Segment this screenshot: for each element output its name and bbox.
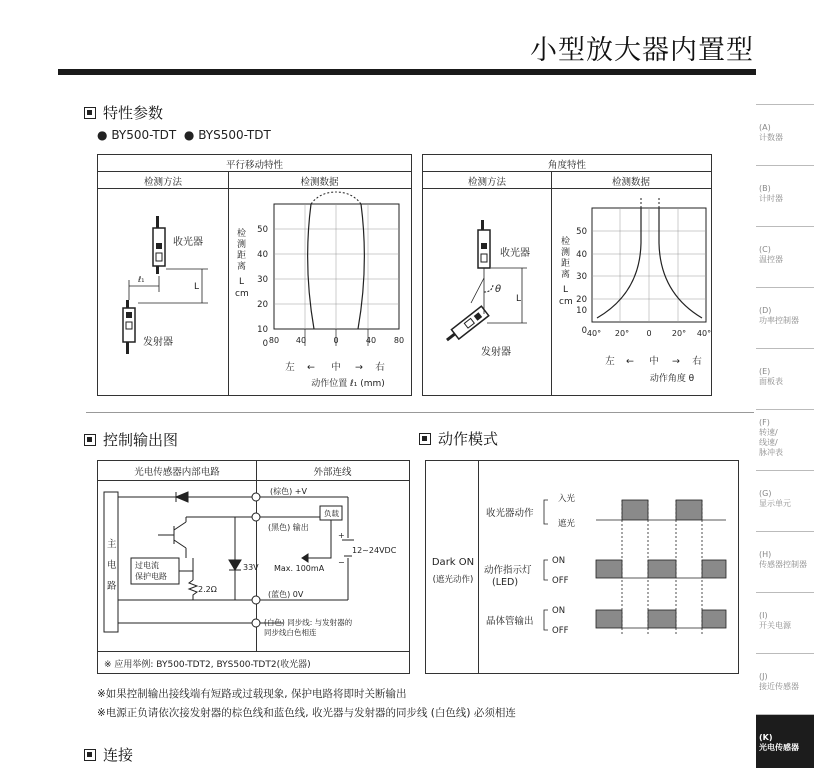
col-data: 检测数据 bbox=[300, 177, 339, 188]
dir-right: 右 bbox=[692, 356, 702, 367]
side-item-tachometer[interactable] bbox=[756, 409, 814, 470]
section-connection bbox=[84, 744, 133, 765]
side-item-counter[interactable] bbox=[756, 104, 814, 165]
ylabel-char: 测 bbox=[237, 240, 247, 250]
side-name: 传感器控制器 bbox=[759, 560, 807, 569]
circuit-diagram bbox=[98, 480, 409, 650]
circuit-example: ※ 应用举例: BY500-TDT2, BYS500-TDT2(收光器) bbox=[104, 660, 311, 670]
side-code: (E) bbox=[759, 367, 771, 376]
ylabel-char: 距 bbox=[237, 251, 247, 261]
square-bullet-icon bbox=[84, 107, 96, 119]
side-item-temp[interactable] bbox=[756, 226, 814, 287]
mode-label: Dark ON bbox=[431, 557, 475, 568]
L-label: L bbox=[194, 282, 200, 292]
ytick: 10 bbox=[576, 306, 587, 316]
hi-label: ON bbox=[552, 606, 566, 616]
ytick: 20 bbox=[257, 300, 268, 310]
square-bullet-icon bbox=[419, 433, 431, 445]
ylabel-char: 检 bbox=[561, 237, 571, 247]
white-wire-label-1: (白色) 同步线: 与发射器的 bbox=[264, 618, 353, 627]
side-name: 面板表 bbox=[759, 377, 783, 386]
section-title: 动作模式 bbox=[438, 430, 499, 448]
angle-title: 角度特性 bbox=[547, 160, 586, 171]
theta-label: θ bbox=[495, 284, 502, 295]
main-circuit-char: 路 bbox=[107, 581, 117, 592]
xtick: 0 bbox=[333, 336, 339, 345]
col-method: 检测方法 bbox=[467, 177, 506, 188]
dir-left: 左 bbox=[605, 356, 615, 367]
xtick: 40 bbox=[365, 336, 377, 345]
ylabel-unit: cm bbox=[559, 297, 573, 307]
ylabel-char: 离 bbox=[237, 262, 247, 272]
emitter-sensor bbox=[444, 306, 489, 345]
ytick: 50 bbox=[576, 227, 587, 237]
square-bullet-icon bbox=[84, 749, 96, 761]
lo-label: OFF bbox=[552, 626, 569, 636]
side-code: (G) bbox=[759, 489, 772, 498]
receiver-label: 收光器 bbox=[173, 237, 203, 248]
hi-label: ON bbox=[552, 556, 566, 566]
lo-label: 遮光 bbox=[558, 519, 576, 529]
side-name: 功率控制器 bbox=[759, 316, 799, 325]
zener-label: 33V bbox=[243, 563, 259, 572]
ylabel-char: 测 bbox=[561, 248, 571, 258]
side-code: (C) bbox=[759, 245, 771, 254]
side-item-photoelectric[interactable] bbox=[756, 714, 814, 768]
lo-label: OFF bbox=[552, 576, 569, 586]
emitter-label: 发射器 bbox=[143, 337, 173, 348]
parallel-title: 平行移动特性 bbox=[225, 160, 283, 171]
ylabel-char: L bbox=[563, 285, 569, 295]
blue-wire-label: (蓝色) 0V bbox=[268, 590, 304, 599]
col-method: 检测方法 bbox=[143, 177, 182, 188]
arrow-left-icon: ← bbox=[307, 362, 315, 373]
arrow-left-icon: ← bbox=[626, 356, 634, 367]
minus-label: − bbox=[338, 558, 345, 567]
side-code: (A) bbox=[759, 123, 771, 132]
xtick: 20° bbox=[671, 329, 687, 338]
side-name: 计时器 bbox=[759, 194, 783, 203]
side-name: 接近传感器 bbox=[759, 682, 799, 691]
ylabel-char: 距 bbox=[561, 259, 571, 269]
side-item-power-supply[interactable] bbox=[756, 592, 814, 653]
L-label: L bbox=[516, 294, 522, 304]
side-code: (F) bbox=[759, 418, 770, 427]
side-code: (K) bbox=[759, 733, 773, 742]
side-item-power[interactable] bbox=[756, 287, 814, 348]
side-name: 开关电源 bbox=[759, 621, 791, 630]
model-list bbox=[97, 128, 271, 142]
section-characteristics bbox=[84, 102, 163, 123]
side-code: (B) bbox=[759, 184, 771, 193]
angle-chart bbox=[552, 188, 712, 393]
ytick: 40 bbox=[576, 250, 587, 260]
side-name: 显示单元 bbox=[759, 499, 791, 508]
section-title: 特性参数 bbox=[103, 104, 164, 122]
ytick: 30 bbox=[257, 275, 268, 285]
row-divider bbox=[98, 171, 411, 172]
angle-method-diagram bbox=[423, 188, 551, 393]
dir-right: 右 bbox=[375, 362, 385, 373]
load-label: 负载 bbox=[324, 509, 339, 518]
white-wire-label-2: 同步线白色相连 bbox=[264, 628, 317, 637]
hi-label: 入光 bbox=[558, 494, 576, 504]
parallel-xlabel: 动作位置 ℓ₁ (mm) bbox=[311, 379, 385, 389]
arrow-right-icon: → bbox=[355, 362, 363, 373]
ytick: 0 bbox=[581, 326, 587, 336]
col-internal: 光电传感器内部电路 bbox=[134, 467, 220, 478]
black-wire-label: (黑色) 输出 bbox=[268, 523, 309, 532]
emitter-sensor bbox=[123, 300, 135, 354]
ylabel-char: 离 bbox=[561, 270, 571, 280]
ytick: 0 bbox=[262, 339, 268, 349]
mode-sub-label: (遮光动作) bbox=[432, 575, 474, 585]
main-circuit-char: 主 bbox=[107, 539, 117, 550]
side-code: (H) bbox=[759, 550, 772, 559]
side-name: 转速/ 线速/ 脉冲表 bbox=[759, 428, 783, 457]
xtick: 80 bbox=[268, 336, 280, 345]
side-item-panel-meter[interactable] bbox=[756, 348, 814, 409]
ylabel-unit: cm bbox=[235, 289, 249, 299]
timing-diagram bbox=[478, 480, 738, 660]
side-item-sensor-controller[interactable] bbox=[756, 531, 814, 592]
section-title: 连接 bbox=[103, 746, 134, 764]
xtick: 20° bbox=[614, 329, 630, 338]
side-name: 计数器 bbox=[759, 133, 783, 142]
arrow-right-icon: → bbox=[672, 356, 680, 367]
row-label-led-1: 动作指示灯 bbox=[484, 565, 532, 576]
side-name: 光电传感器 bbox=[759, 743, 799, 752]
l1-label: ℓ₁ bbox=[138, 275, 145, 284]
note-1: ※如果控制输出接线端有短路或过载现象, 保护电路将即时关断输出 bbox=[97, 688, 407, 700]
bullet-icon: ● bbox=[183, 128, 195, 142]
dir-center: 中 bbox=[331, 362, 341, 373]
side-item-timer[interactable] bbox=[756, 165, 814, 226]
row-label: 收光器动作 bbox=[486, 508, 534, 519]
row-label: 晶体管输出 bbox=[486, 616, 534, 627]
side-code: (J) bbox=[759, 672, 768, 681]
side-index bbox=[756, 104, 814, 768]
model-2: BYS500-TDT bbox=[198, 128, 271, 142]
row-divider bbox=[423, 171, 711, 172]
col-external: 外部连线 bbox=[313, 467, 352, 478]
bullet-icon: ● bbox=[97, 128, 108, 142]
section-control-output bbox=[84, 429, 178, 450]
ytick: 50 bbox=[257, 225, 268, 235]
section-title: 控制输出图 bbox=[103, 431, 179, 449]
ytick: 30 bbox=[576, 272, 587, 282]
side-code: (D) bbox=[759, 306, 772, 315]
dir-center: 中 bbox=[649, 356, 659, 367]
protect-line1: 过电流 bbox=[135, 561, 159, 570]
side-name: 温控器 bbox=[759, 255, 783, 264]
note-2: ※电源正负请依次接发射器的棕色线和蓝色线, 收光器与发射器的同步线 (白色线) 必须相连 bbox=[97, 707, 516, 719]
receiver-sensor bbox=[478, 220, 490, 268]
section-divider bbox=[86, 412, 754, 413]
page-title: 小型放大器内置型 bbox=[530, 35, 754, 66]
brown-wire-label: (棕色) +V bbox=[270, 487, 307, 496]
ylabel-char: L bbox=[239, 277, 245, 287]
xtick: 80 bbox=[393, 336, 405, 345]
row-label-led-2: (LED) bbox=[492, 577, 519, 588]
col-data: 检测数据 bbox=[611, 177, 650, 188]
title-bar bbox=[58, 69, 756, 75]
side-item-display[interactable] bbox=[756, 470, 814, 531]
xtick: 40° bbox=[696, 329, 712, 338]
row-divider bbox=[98, 651, 409, 652]
receiver-label: 收光器 bbox=[500, 248, 530, 259]
resistor-label: 2.2Ω bbox=[198, 585, 217, 594]
xtick: 40 bbox=[295, 336, 307, 345]
ylabel-char: 检 bbox=[237, 229, 247, 239]
dir-left: 左 bbox=[285, 362, 295, 373]
angle-xlabel: 动作角度 θ bbox=[649, 374, 695, 384]
protect-line2: 保护电路 bbox=[135, 572, 167, 581]
main-circuit-char: 电 bbox=[107, 560, 117, 571]
side-item-proximity[interactable] bbox=[756, 653, 814, 714]
parallel-chart bbox=[228, 188, 412, 393]
model-1: BY500-TDT bbox=[111, 128, 177, 142]
emitter-label: 发射器 bbox=[481, 347, 511, 358]
ytick: 20 bbox=[576, 295, 587, 305]
plus-label: + bbox=[338, 531, 345, 540]
ytick: 40 bbox=[257, 250, 268, 260]
section-action-mode bbox=[419, 428, 498, 449]
parallel-method-diagram bbox=[98, 188, 228, 393]
square-bullet-icon bbox=[84, 434, 96, 446]
supply-label: 12~24VDC bbox=[352, 546, 397, 555]
ytick: 10 bbox=[257, 325, 268, 335]
receiver-sensor bbox=[153, 216, 165, 274]
side-code: (I) bbox=[759, 611, 768, 620]
xtick: 0 bbox=[646, 329, 652, 338]
max-current-label: Max. 100mA bbox=[274, 564, 325, 573]
xtick: 40° bbox=[586, 329, 602, 338]
